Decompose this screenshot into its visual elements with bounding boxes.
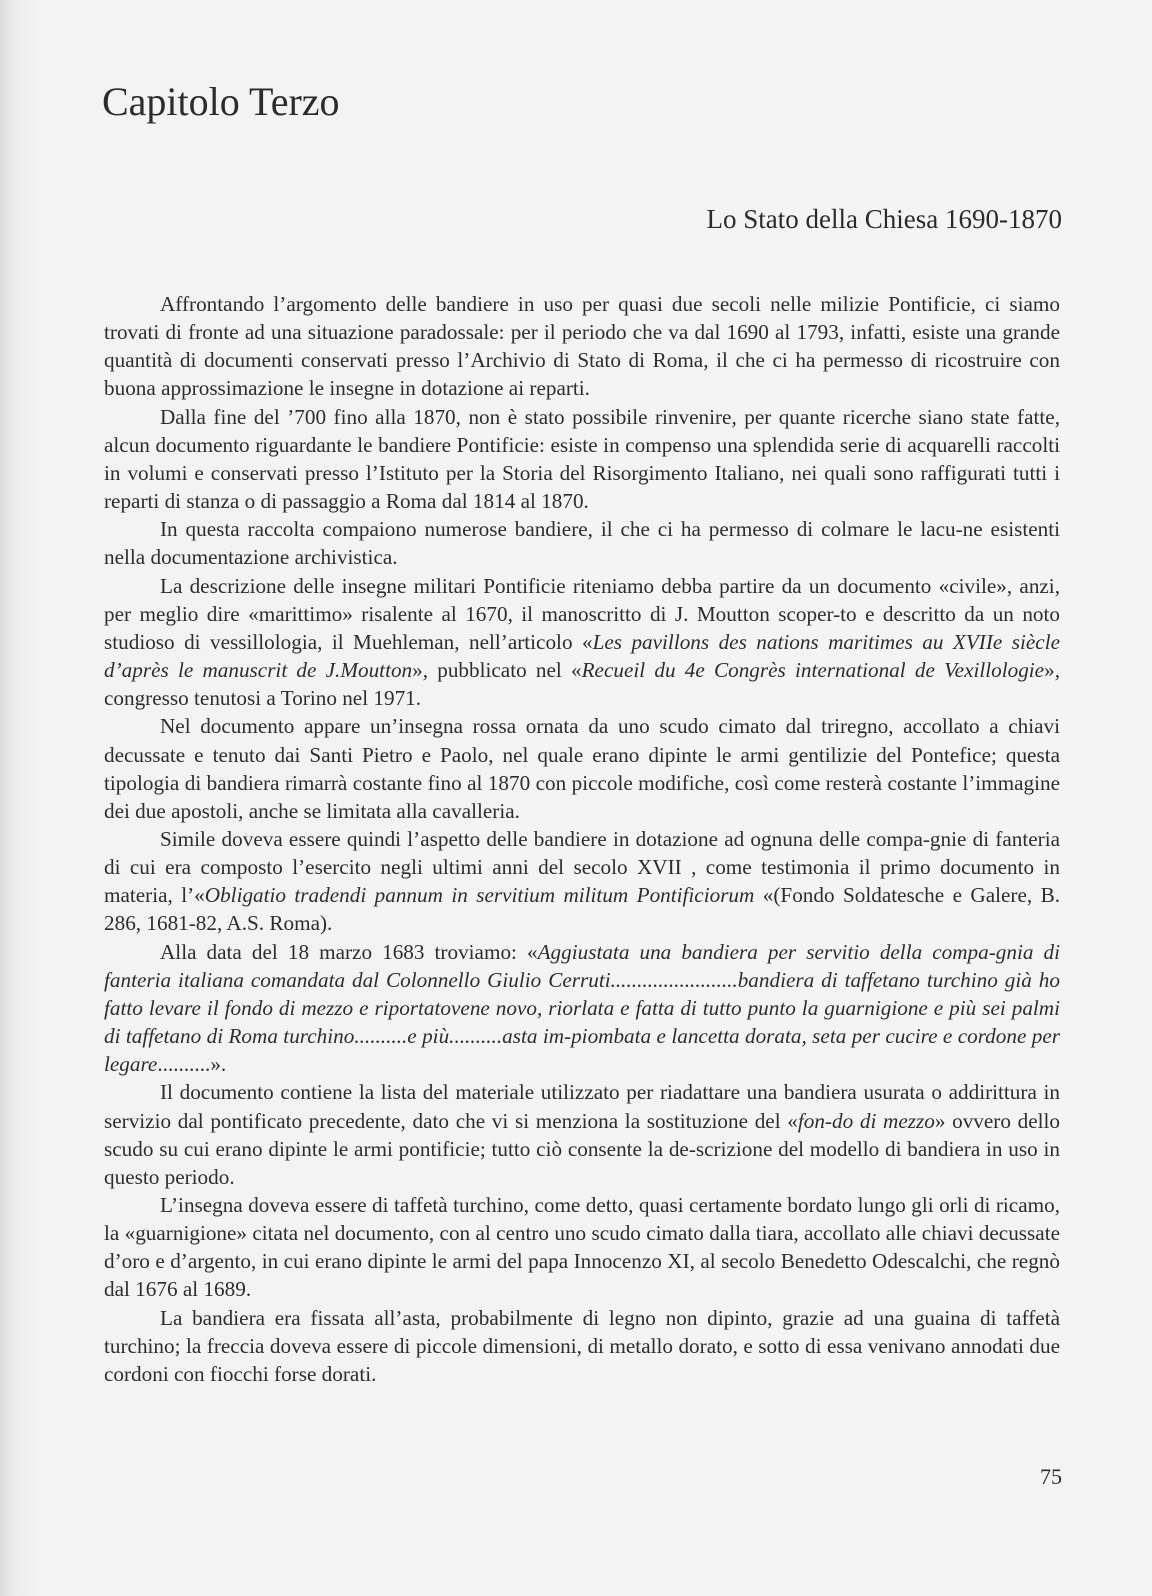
paragraph [104, 572, 1060, 713]
italic-text: fon-do di mezzo [797, 1108, 935, 1133]
text-run: Nel documento appare un’insegna rossa ornata da uno scudo cimato dal triregno, accollato a chiavi decussate e tenuto dai Santi Pietro e Paolo, nel quale erano dipinte le armi gentilizie del Pontefice; questa tipologia di bandiera rimarrà costante fino al 1870 con piccole modifiche, così come resterà costante l’immagine dei due apostoli, anche se limitata alla cavalleria. [104, 714, 1060, 823]
italic-text: Recueil du 4e Congrès international de Vexillologie [581, 658, 1045, 683]
italic-text: Obligatio tradendi pannum in servitium militum Pontificiorum [204, 883, 755, 908]
paragraph [104, 1191, 1060, 1304]
paragraph [104, 1304, 1060, 1388]
text-run: Affrontando l’argomento delle bandiere in uso per quasi due secoli nelle milizie Pontificie, ci siamo trovati di fronte ad una situazione paradossale: per il periodo che va dal 1690 al 1793, infatti, esiste una grande quantità di documenti conservati presso l’Archivio di Stato di Roma, il che ci ha permesso di ricostruire con buona approssimazione le insegne in dotazione ai reparti. [104, 292, 1060, 401]
page-number: 75 [1040, 1464, 1062, 1489]
paragraph [104, 712, 1060, 825]
text-run: «(Fondo Soldatesche e Galere, B. 286, 1681-82, A.S. Roma). [104, 883, 1061, 936]
body-text [104, 290, 1060, 1388]
paragraph [104, 515, 1060, 571]
text-run: Il documento contiene la lista del materiale utilizzato per riadattare una bandiera usurata o addirittura in servizio dal pontificato precedente, dato che vi si menziona la sostituzione del « [104, 1080, 1060, 1133]
text-run: », congresso tenutosi a Torino nel 1971. [104, 658, 1060, 711]
text-run: », pubblicato nel « [412, 658, 582, 683]
text-run: La descrizione delle insegne militari Pontificie riteniamo debba partire da un documento «civile», anzi, per meglio dire «marittimo» risalente al 1670, il manoscritto di J. Moutton scoper-to e descritto da un noto studioso di vessillologia, il Muehleman, nell’articolo « [104, 573, 1060, 654]
text-run: ..........». [157, 1052, 227, 1077]
italic-text: Aggiustata una bandiera per servitio della compa-gnia di fanteria italiana comandata dal Colonnello Giulio Cerruti........................bandiera di taffetano turchino già ho fatto levare il fondo di mezzo e riportatovene novo, riorlata e fatta di tutto punto la guarnigione e più sei palmi di taffetano di Roma turchino..........e più..........asta im-piombata e lancetta dorata, seta per cucire e cordone per legare [104, 939, 1060, 1077]
paragraph [104, 403, 1060, 516]
text-run: Dalla fine del ’700 fino alla 1870, non è stato possibile rinvenire, per quante ricerche siano state fatte, alcun documento riguardante le bandiere Pontificie: esiste in compenso una splendida serie di acquarelli raccolti in volumi e conservati presso l’Istituto per la Storia del Risorgimento Italiano, nei quali sono raffigurati tutti i reparti di stanza o di passaggio a Roma dal 1814 al 1870. [104, 404, 1060, 514]
section-title: Lo Stato della Chiesa 1690-1870 [706, 204, 1062, 234]
text-run: La bandiera era fissata all’asta, probabilmente di legno non dipinto, grazie ad una guaina di taffetà turchino; la freccia doveva essere di piccole dimensioni, di metallo dorato, e sotto di essa venivano annodati due cordoni con fiocchi forse dorati. [104, 1305, 1060, 1386]
italic-text: Les pavillons des nations maritimes au XVIIe siècle d’après le manuscrit de J.Moutton [104, 629, 1060, 683]
text-run: Alla data del 18 marzo 1683 troviamo: « [160, 939, 538, 964]
paragraph [104, 1078, 1060, 1191]
paragraph [104, 938, 1060, 1079]
chapter-title: Capitolo Terzo [102, 79, 340, 124]
paragraph [104, 825, 1060, 938]
paragraph [104, 290, 1060, 403]
text-run: L’insegna doveva essere di taffetà turchino, come detto, quasi certamente bordato lungo gli orli di ricamo, la «guarnigione» citata nel documento, con al centro uno scudo cimato dalla tiara, accollato alle chiavi decussate d’oro e d’argento, in cui erano dipinte le armi del papa Innocenzo XI, al secolo Benedetto Odescalchi, che regnò dal 1676 al 1689. [104, 1193, 1060, 1302]
text-run: » ovvero dello scudo su cui erano dipinte le armi pontificie; tutto ciò consente la de-scrizione del modello di bandiera in uso in questo periodo. [104, 1108, 1060, 1189]
text-run: In questa raccolta compaiono numerose bandiere, il che ci ha permesso di colmare le lacu-ne esistenti nella documentazione archivistica. [104, 517, 1060, 570]
text-run: Simile doveva essere quindi l’aspetto delle bandiere in dotazione ad ognuna delle compa-gnie di fanteria di cui era composto l’esercito negli ultimi anni del secolo XVII , come testimonia il primo documento in materia, l’« [104, 826, 1060, 908]
